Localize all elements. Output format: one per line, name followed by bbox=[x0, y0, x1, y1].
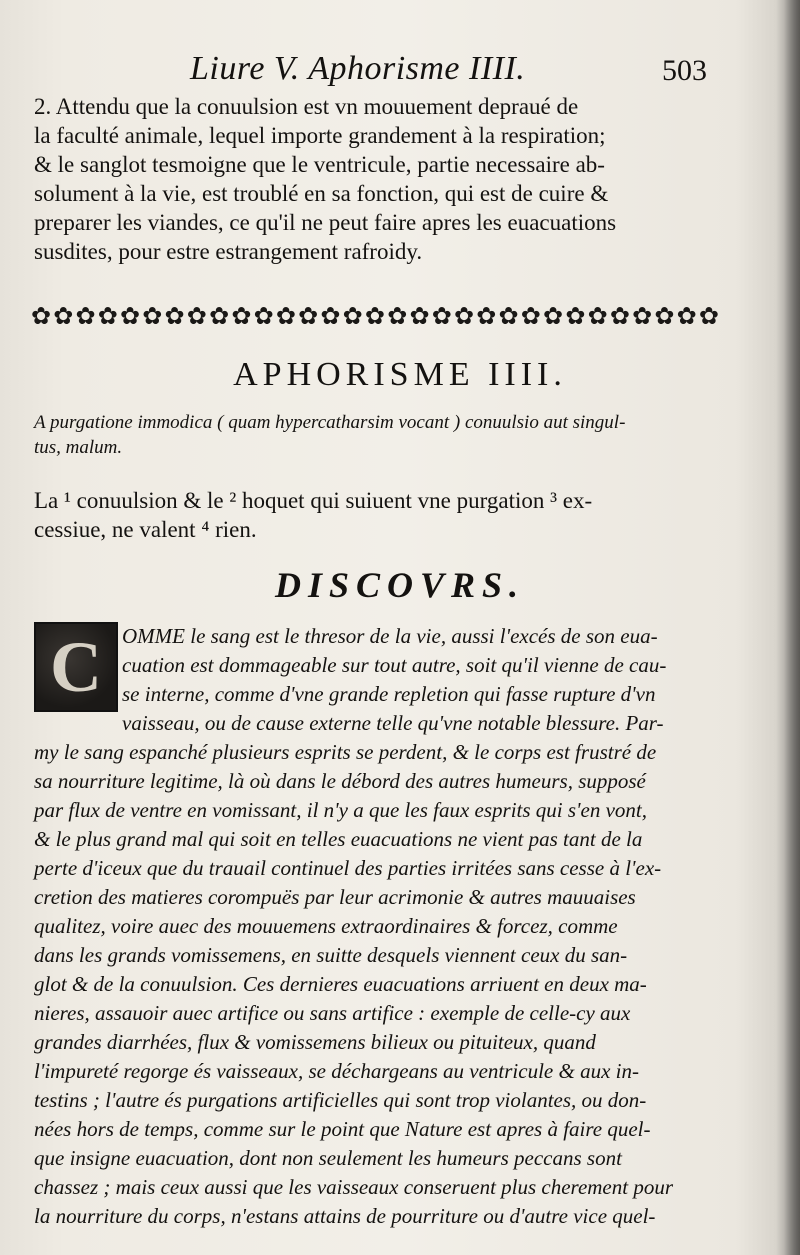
fleuron-icon: ✿ bbox=[231, 302, 252, 330]
fleuron-icon: ✿ bbox=[53, 302, 74, 330]
fleuron-icon: ✿ bbox=[609, 302, 630, 330]
page-header bbox=[0, 50, 800, 94]
discourse-title: DISCOVRS. bbox=[274, 565, 526, 605]
fleuron-icon: ✿ bbox=[520, 302, 541, 330]
fleuron-icon: ✿ bbox=[676, 302, 697, 330]
fleuron-icon: ✿ bbox=[30, 302, 52, 330]
running-head: Liure V. Aphorisme IIII. bbox=[190, 50, 526, 87]
discourse-line: cretion des matieres corompuës par leur acrimonie & autres mauuaises bbox=[34, 885, 636, 909]
commentary-line: solument à la vie, est troublé en sa fonction, qui est de cuire & bbox=[34, 181, 609, 206]
fleuron-icon: ✿ bbox=[387, 302, 408, 330]
discourse-line: nieres, assauoir auec artifice ou sans artifice : exemple de celle-cy aux bbox=[34, 1001, 631, 1025]
discourse-line: vaisseau, ou de cause externe telle qu'vne notable blessure. Par- bbox=[122, 711, 664, 735]
discourse-line: OMME le sang est le thresor de la vie, aussi l'excés de son eua- bbox=[122, 624, 658, 648]
commentary-line: preparer les viandes, ce qu'il ne peut faire apres les euacuations bbox=[34, 210, 617, 235]
discourse-line: & le plus grand mal qui soit en telles euacuations ne vient pas tant de la bbox=[34, 827, 643, 851]
discourse-line: sa nourriture legitime, là où dans le débord des autres humeurs, supposé bbox=[34, 769, 646, 793]
fleuron-icon: ✿ bbox=[632, 302, 653, 330]
commentary-line: 2. Attendu que la conuulsion est vn mouuement depraué de bbox=[34, 94, 579, 119]
latin-line: A purgatione immodica ( quam hypercatharsim vocant ) conuulsio aut singul- bbox=[34, 412, 626, 433]
commentary-line: susdites, pour estre estrangement rafroidy. bbox=[34, 239, 423, 264]
discourse-line: testins ; l'autre és purgations artificielles qui sont trop violantes, ou don- bbox=[34, 1088, 647, 1112]
fleuron-icon: ✿ bbox=[186, 302, 207, 330]
fleuron-icon: ✿ bbox=[209, 302, 230, 330]
discourse-line: qualitez, voire auec des mouuemens extraordinaires & forcez, comme bbox=[34, 914, 618, 938]
initial-letter: C bbox=[50, 627, 102, 707]
fleuron-icon: ✿ bbox=[453, 302, 475, 330]
fleuron-icon: ✿ bbox=[498, 302, 519, 330]
fleuron-icon: ✿ bbox=[543, 302, 564, 330]
scan-edge-shadow bbox=[784, 0, 800, 1255]
fleuron-icon: ✿ bbox=[253, 302, 274, 330]
discourse-line: nées hors de temps, comme sur le point que Nature est apres à faire quel- bbox=[34, 1117, 651, 1141]
discourse-line: grandes diarrhées, flux & vomissemens bilieux ou pituiteux, quand bbox=[34, 1030, 596, 1054]
fleuron-icon: ✿ bbox=[698, 302, 720, 330]
fleuron-icon: ✿ bbox=[320, 302, 341, 330]
fleuron-icon: ✿ bbox=[654, 302, 675, 330]
discourse-line: dans les grands vomissemens, en suitte desquels viennent ceux du san- bbox=[34, 943, 628, 967]
translation-line: cessiue, ne valent ⁴ rien. bbox=[34, 517, 257, 542]
fleuron-ornament-band bbox=[30, 298, 720, 334]
fleuron-icon: ✿ bbox=[587, 302, 608, 330]
fleuron-icon: ✿ bbox=[75, 302, 96, 330]
fleuron-icon: ✿ bbox=[120, 302, 141, 330]
discourse-line: l'impureté regorge és vaisseaux, se déchargeans au ventricule & aux in- bbox=[34, 1059, 639, 1083]
fleuron-icon: ✿ bbox=[275, 302, 296, 330]
commentary-line: la faculté animale, lequel importe grandement à la respiration; bbox=[34, 123, 606, 148]
translation-line: La ¹ conuulsion & le ² hoquet qui suiuent vne purgation ³ ex- bbox=[34, 488, 593, 513]
discourse-line: la nourriture du corps, n'estans attains de pourriture ou d'autre vice quel- bbox=[34, 1204, 656, 1228]
fleuron-icon: ✿ bbox=[97, 302, 118, 330]
aphorism-title: APHORISME IIII. bbox=[233, 356, 567, 393]
latin-line: tus, malum. bbox=[34, 437, 123, 458]
discourse-line: se interne, comme d'vne grande repletion qui fasse rupture d'vn bbox=[122, 682, 656, 706]
discourse-line: chassez ; mais ceux aussi que les vaisseaux conseruent plus cherement pour bbox=[34, 1175, 674, 1199]
commentary-line: & le sanglot tesmoigne que le ventricule, partie necessaire ab- bbox=[34, 152, 605, 177]
fleuron-icon: ✿ bbox=[298, 302, 319, 330]
fleuron-icon: ✿ bbox=[364, 302, 386, 330]
fleuron-icon: ✿ bbox=[342, 302, 363, 330]
decorated-initial bbox=[34, 622, 118, 712]
page-number: 503 bbox=[662, 54, 707, 87]
fleuron-icon: ✿ bbox=[164, 302, 185, 330]
discourse-line: glot & de la conuulsion. Ces dernieres euacuations arriuent en deux ma- bbox=[34, 972, 647, 996]
fleuron-icon: ✿ bbox=[476, 302, 497, 330]
discourse-line: perte d'iceux que du trauail continuel des parties irritées sans cesse à l'ex- bbox=[34, 856, 662, 880]
fleuron-icon: ✿ bbox=[409, 302, 430, 330]
discourse-line: par flux de ventre en vomissant, il n'y a que les faux esprits qui s'en vont, bbox=[34, 798, 648, 822]
fleuron-icon: ✿ bbox=[142, 302, 163, 330]
fleuron-icon: ✿ bbox=[565, 302, 586, 330]
discourse-line: my le sang espanché plusieurs esprits se perdent, & le corps est frustré de bbox=[34, 740, 657, 764]
discourse-line: cuation est dommageable sur tout autre, soit qu'il vienne de cau- bbox=[122, 653, 667, 677]
discourse-line: que insigne euacuation, dont non seulement les humeurs peccans sont bbox=[34, 1146, 622, 1170]
fleuron-icon: ✿ bbox=[431, 302, 452, 330]
